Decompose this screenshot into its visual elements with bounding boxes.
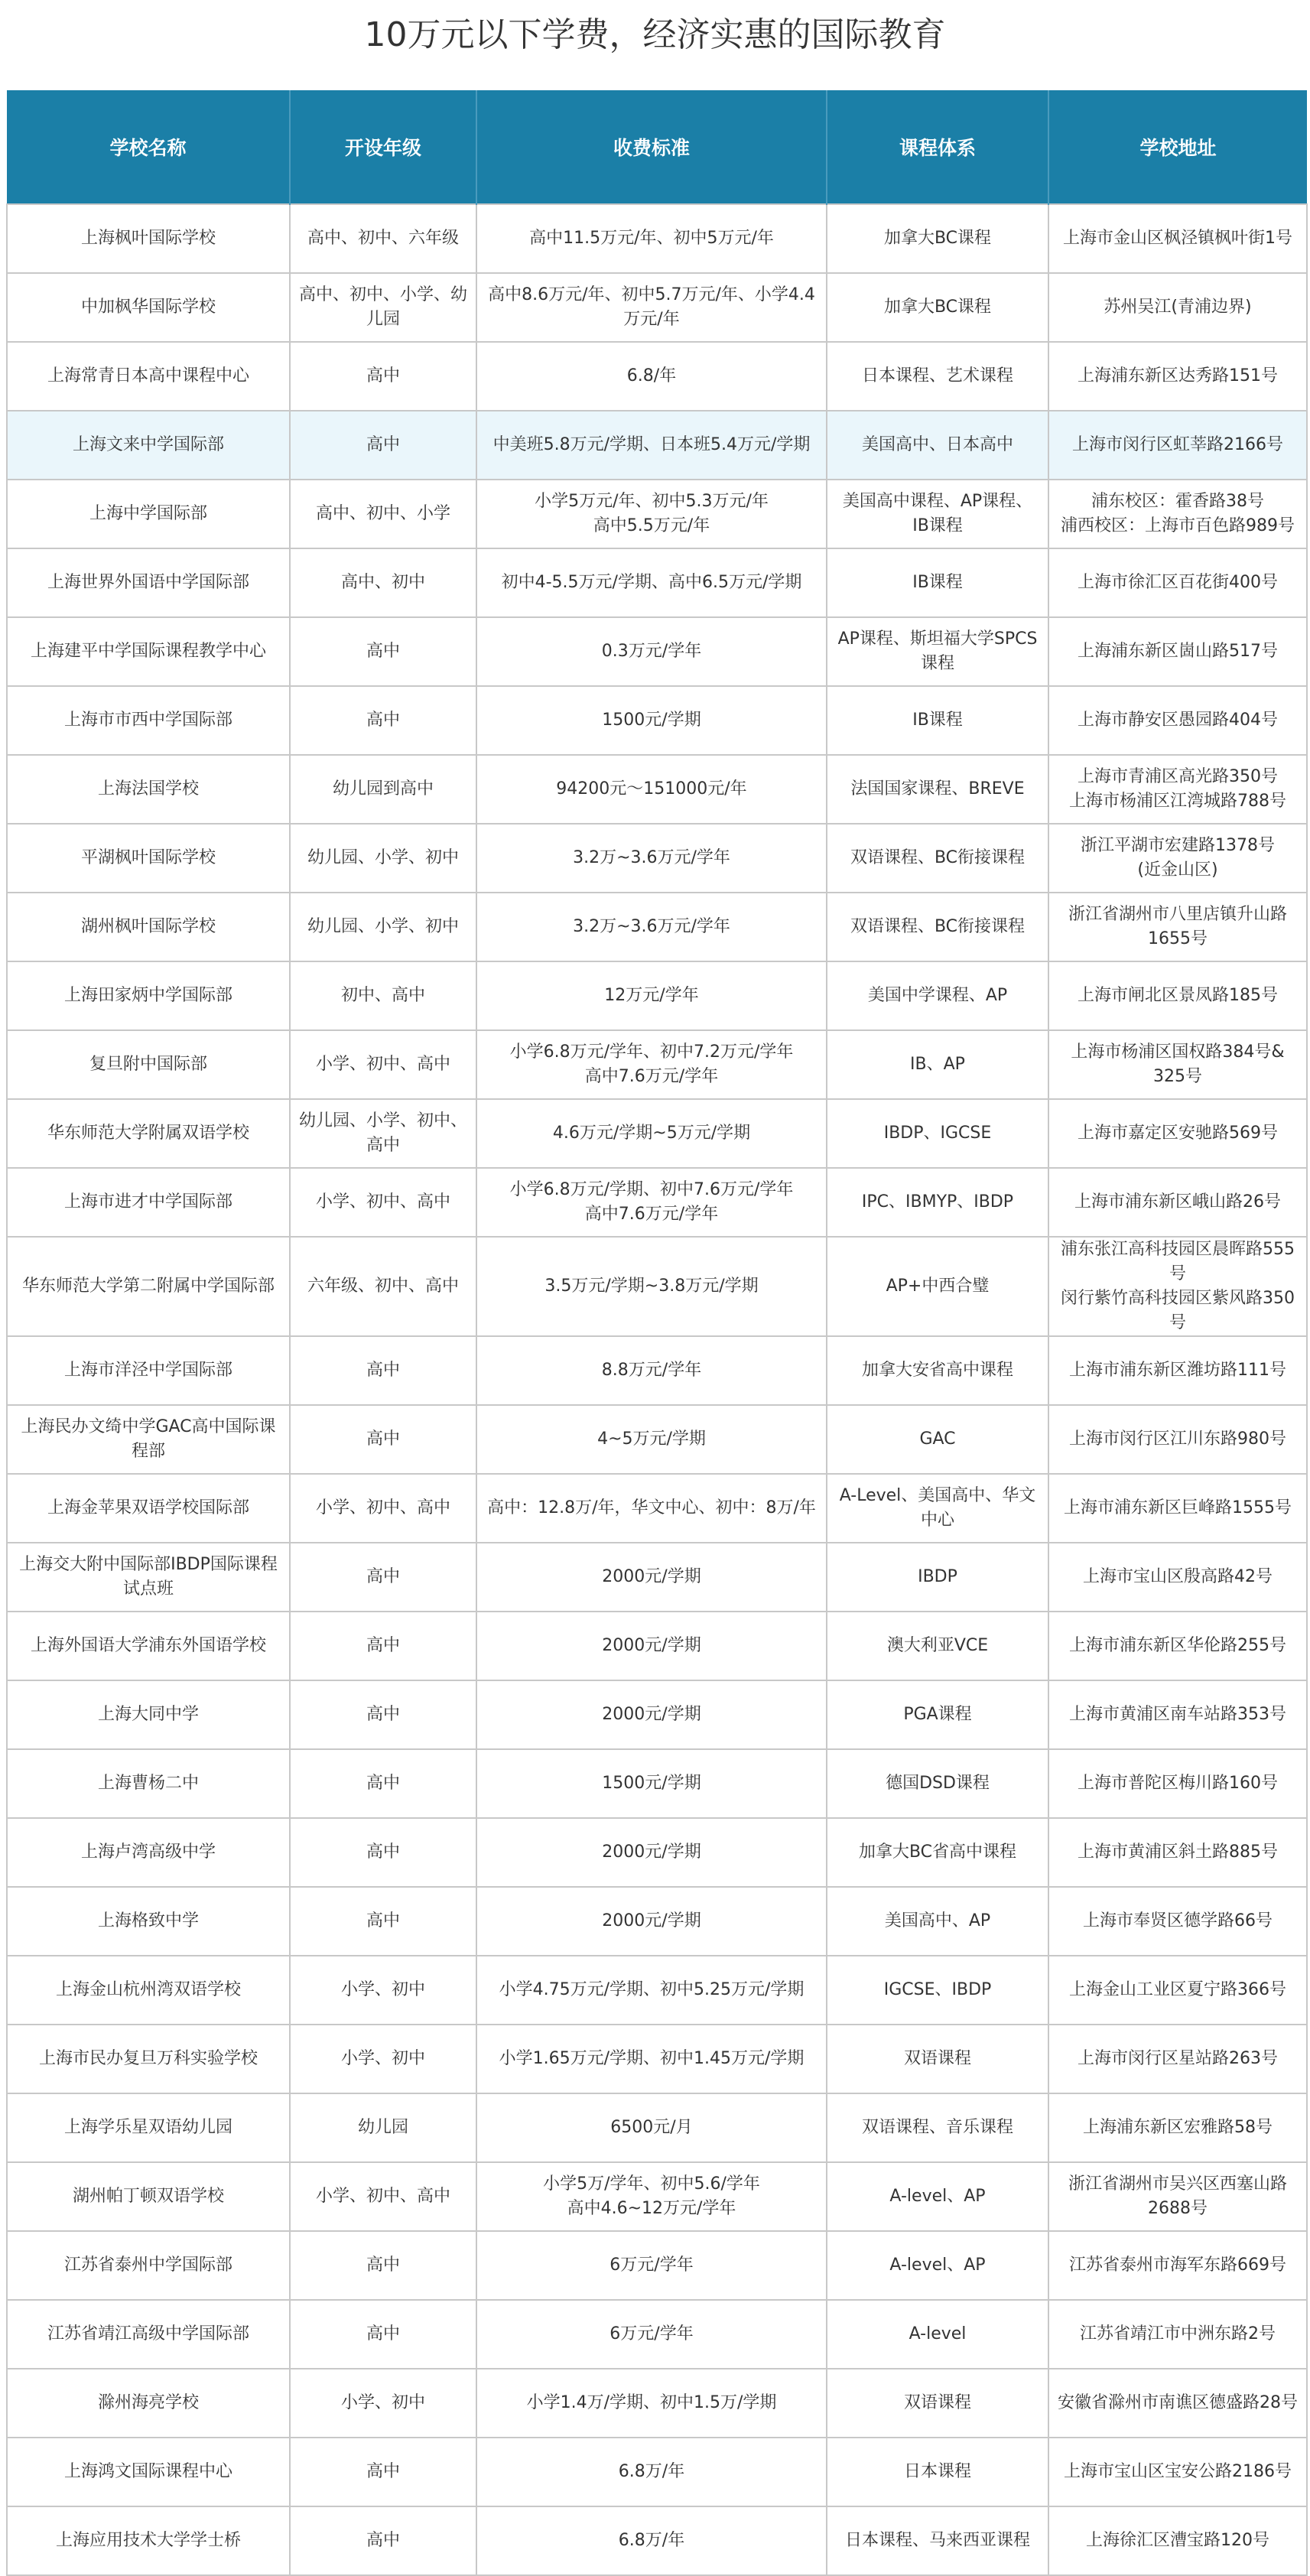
cell-fees: 1500元/学期 xyxy=(476,686,827,755)
cell-address: 上海市静安区愚园路404号 xyxy=(1048,686,1307,755)
cell-fees: 12万元/学年 xyxy=(476,961,827,1030)
table-row xyxy=(7,2438,1307,2506)
cell-curriculum: 美国高中课程、AP课程、IB课程 xyxy=(827,480,1048,548)
cell-address: 上海浦东新区宏雅路58号 xyxy=(1048,2093,1307,2162)
cell-grades: 高中 xyxy=(290,2438,476,2506)
table-row xyxy=(7,204,1307,273)
cell-curriculum: 日本课程、马来西亚课程 xyxy=(827,2506,1048,2575)
cell-school-name: 中加枫华国际学校 xyxy=(7,273,290,342)
cell-curriculum: 双语课程、BC衔接课程 xyxy=(827,893,1048,961)
cell-fees: 2000元/学期 xyxy=(476,1543,827,1612)
cell-curriculum: A-level、AP xyxy=(827,2162,1048,2231)
cell-fees: 94200元～151000元/年 xyxy=(476,755,827,824)
cell-address: 上海市普陀区梅川路160号 xyxy=(1048,1749,1307,1818)
cell-curriculum: 美国高中、日本高中 xyxy=(827,411,1048,480)
cell-fees: 小学6.8万元/学期、初中7.6万元/学年 高中7.6万元/学年 xyxy=(476,1168,827,1237)
table-row xyxy=(7,961,1307,1030)
cell-address: 上海浦东新区崮山路517号 xyxy=(1048,617,1307,686)
cell-curriculum: 加拿大BC课程 xyxy=(827,204,1048,273)
cell-fees: 3.5万元/学期~3.8万元/学期 xyxy=(476,1237,827,1336)
cell-grades: 小学、初中 xyxy=(290,2369,476,2438)
cell-fees: 3.2万~3.6万元/学年 xyxy=(476,824,827,893)
cell-address: 上海市黄浦区南车站路353号 xyxy=(1048,1680,1307,1749)
table-row xyxy=(7,1336,1307,1405)
cell-school-name: 上海建平中学国际课程教学中心 xyxy=(7,617,290,686)
cell-grades: 小学、初中 xyxy=(290,1956,476,2025)
cell-grades: 高中、初中、小学、幼儿园 xyxy=(290,273,476,342)
cell-address: 浦东张江高科技园区晨晖路555号 闵行紫竹高科技园区紫风路350号 xyxy=(1048,1237,1307,1336)
table-body xyxy=(7,204,1307,2575)
cell-curriculum: 日本课程 xyxy=(827,2438,1048,2506)
cell-curriculum: IBDP、IGCSE xyxy=(827,1099,1048,1168)
cell-grades: 小学、初中、高中 xyxy=(290,1168,476,1237)
cell-curriculum: 德国DSD课程 xyxy=(827,1749,1048,1818)
cell-school-name: 上海市民办复旦万科实验学校 xyxy=(7,2025,290,2093)
cell-grades: 高中 xyxy=(290,1405,476,1474)
cell-school-name: 上海民办文绮中学GAC高中国际课程部 xyxy=(7,1405,290,1474)
table-row xyxy=(7,411,1307,480)
cell-address: 上海市青浦区高光路350号 上海市杨浦区江湾城路788号 xyxy=(1048,755,1307,824)
cell-fees: 6万元/学年 xyxy=(476,2231,827,2300)
cell-school-name: 上海曹杨二中 xyxy=(7,1749,290,1818)
header-school-name: 学校名称 xyxy=(7,90,290,204)
cell-address: 上海市徐汇区百花街400号 xyxy=(1048,548,1307,617)
cell-fees: 小学6.8万元/学年、初中7.2万元/学年 高中7.6万元/学年 xyxy=(476,1030,827,1099)
cell-grades: 幼儿园 xyxy=(290,2093,476,2162)
cell-school-name: 华东师范大学第二附属中学国际部 xyxy=(7,1237,290,1336)
cell-fees: 初中4-5.5万元/学期、高中6.5万元/学期 xyxy=(476,548,827,617)
cell-grades: 高中 xyxy=(290,2300,476,2369)
cell-curriculum: A-level xyxy=(827,2300,1048,2369)
cell-grades: 高中、初中 xyxy=(290,548,476,617)
cell-school-name: 上海金苹果双语学校国际部 xyxy=(7,1474,290,1543)
cell-fees: 中美班5.8万元/学期、日本班5.4万元/学期 xyxy=(476,411,827,480)
cell-grades: 高中 xyxy=(290,686,476,755)
cell-curriculum: IB课程 xyxy=(827,686,1048,755)
cell-fees: 小学1.4万/学期、初中1.5万/学期 xyxy=(476,2369,827,2438)
cell-grades: 高中 xyxy=(290,1749,476,1818)
cell-school-name: 上海交大附中国际部IBDP国际课程试点班 xyxy=(7,1543,290,1612)
cell-school-name: 上海世界外国语中学国际部 xyxy=(7,548,290,617)
table-row xyxy=(7,2162,1307,2231)
cell-address: 上海徐汇区漕宝路120号 xyxy=(1048,2506,1307,2575)
cell-fees: 6.8万/年 xyxy=(476,2506,827,2575)
cell-fees: 2000元/学期 xyxy=(476,1680,827,1749)
cell-school-name: 上海市进才中学国际部 xyxy=(7,1168,290,1237)
cell-school-name: 湖州枫叶国际学校 xyxy=(7,893,290,961)
cell-fees: 2000元/学期 xyxy=(476,1612,827,1680)
cell-address: 上海市闸北区景凤路185号 xyxy=(1048,961,1307,1030)
table-row xyxy=(7,824,1307,893)
cell-curriculum: IPC、IBMYP、IBDP xyxy=(827,1168,1048,1237)
table-row xyxy=(7,480,1307,548)
cell-fees: 4.6万元/学期~5万元/学期 xyxy=(476,1099,827,1168)
cell-address: 江苏省泰州市海军东路669号 xyxy=(1048,2231,1307,2300)
cell-address: 上海市宝山区宝安公路2186号 xyxy=(1048,2438,1307,2506)
cell-school-name: 江苏省靖江高级中学国际部 xyxy=(7,2300,290,2369)
cell-curriculum: 法国国家课程、BREVE xyxy=(827,755,1048,824)
cell-school-name: 上海应用技术大学学士桥 xyxy=(7,2506,290,2575)
table-row xyxy=(7,1543,1307,1612)
cell-school-name: 上海卢湾高级中学 xyxy=(7,1818,290,1887)
cell-fees: 高中11.5万元/年、初中5万元/年 xyxy=(476,204,827,273)
table-row xyxy=(7,1405,1307,1474)
cell-address: 上海市浦东新区峨山路26号 xyxy=(1048,1168,1307,1237)
table-row xyxy=(7,1474,1307,1543)
cell-grades: 小学、初中、高中 xyxy=(290,1030,476,1099)
header-address: 学校地址 xyxy=(1048,90,1307,204)
cell-curriculum: IGCSE、IBDP xyxy=(827,1956,1048,2025)
table-row xyxy=(7,1680,1307,1749)
cell-curriculum: A-Level、美国高中、华文中心 xyxy=(827,1474,1048,1543)
cell-grades: 幼儿园、小学、初中、高中 xyxy=(290,1099,476,1168)
cell-fees: 6.8/年 xyxy=(476,342,827,411)
cell-school-name: 江苏省泰州中学国际部 xyxy=(7,2231,290,2300)
cell-address: 浙江省湖州市吴兴区西塞山路2688号 xyxy=(1048,2162,1307,2231)
cell-fees: 0.3万元/学年 xyxy=(476,617,827,686)
cell-fees: 6.8万/年 xyxy=(476,2438,827,2506)
cell-curriculum: 日本课程、艺术课程 xyxy=(827,342,1048,411)
cell-school-name: 上海外国语大学浦东外国语学校 xyxy=(7,1612,290,1680)
cell-school-name: 上海法国学校 xyxy=(7,755,290,824)
cell-curriculum: 双语课程、音乐课程 xyxy=(827,2093,1048,2162)
cell-school-name: 上海格致中学 xyxy=(7,1887,290,1956)
cell-school-name: 上海中学国际部 xyxy=(7,480,290,548)
cell-curriculum: 双语课程、BC衔接课程 xyxy=(827,824,1048,893)
cell-school-name: 上海市市西中学国际部 xyxy=(7,686,290,755)
schools-table-container xyxy=(6,90,1306,2576)
cell-grades: 高中 xyxy=(290,2506,476,2575)
cell-address: 上海金山工业区夏宁路366号 xyxy=(1048,1956,1307,2025)
table-row xyxy=(7,893,1307,961)
cell-fees: 3.2万~3.6万元/学年 xyxy=(476,893,827,961)
table-row xyxy=(7,1612,1307,1680)
table-row xyxy=(7,2025,1307,2093)
table-row xyxy=(7,2369,1307,2438)
table-row xyxy=(7,2300,1307,2369)
cell-address: 上海市浦东新区潍坊路111号 xyxy=(1048,1336,1307,1405)
cell-grades: 初中、高中 xyxy=(290,961,476,1030)
table-row xyxy=(7,1237,1307,1336)
cell-school-name: 上海枫叶国际学校 xyxy=(7,204,290,273)
cell-school-name: 滁州海亮学校 xyxy=(7,2369,290,2438)
table-row xyxy=(7,1887,1307,1956)
cell-address: 江苏省靖江市中洲东路2号 xyxy=(1048,2300,1307,2369)
cell-address: 上海市浦东新区华伦路255号 xyxy=(1048,1612,1307,1680)
cell-address: 上海市闵行区江川东路980号 xyxy=(1048,1405,1307,1474)
cell-fees: 小学5万元/年、初中5.3万元/年 高中5.5万元/年 xyxy=(476,480,827,548)
cell-curriculum: AP+中西合璧 xyxy=(827,1237,1048,1336)
cell-fees: 1500元/学期 xyxy=(476,1749,827,1818)
cell-school-name: 上海常青日本高中课程中心 xyxy=(7,342,290,411)
cell-school-name: 复旦附中国际部 xyxy=(7,1030,290,1099)
cell-grades: 幼儿园、小学、初中 xyxy=(290,824,476,893)
cell-fees: 小学4.75万元/学期、初中5.25万元/学期 xyxy=(476,1956,827,2025)
cell-grades: 幼儿园到高中 xyxy=(290,755,476,824)
cell-fees: 6万元/学年 xyxy=(476,2300,827,2369)
cell-address: 上海市闵行区虹莘路2166号 xyxy=(1048,411,1307,480)
cell-fees: 小学5万/学年、初中5.6/学年 高中4.6~12万元/学年 xyxy=(476,2162,827,2231)
cell-curriculum: AP课程、斯坦福大学SPCS课程 xyxy=(827,617,1048,686)
cell-curriculum: 澳大利亚VCE xyxy=(827,1612,1048,1680)
cell-grades: 高中、初中、六年级 xyxy=(290,204,476,273)
cell-grades: 高中 xyxy=(290,1543,476,1612)
cell-grades: 高中 xyxy=(290,411,476,480)
cell-curriculum: IB课程 xyxy=(827,548,1048,617)
cell-address: 安徽省滁州市南谯区德盛路28号 xyxy=(1048,2369,1307,2438)
cell-address: 上海市浦东新区巨峰路1555号 xyxy=(1048,1474,1307,1543)
cell-grades: 高中 xyxy=(290,1680,476,1749)
header-curriculum: 课程体系 xyxy=(827,90,1048,204)
cell-fees: 4~5万元/学期 xyxy=(476,1405,827,1474)
schools-table xyxy=(6,90,1308,2576)
table-row xyxy=(7,686,1307,755)
cell-address: 上海市闵行区星站路263号 xyxy=(1048,2025,1307,2093)
page-title: 10万元以下学费，经济实惠的国际教育 xyxy=(364,15,946,54)
cell-address: 浙江省湖州市八里店镇升山路1655号 xyxy=(1048,893,1307,961)
cell-fees: 8.8万元/学年 xyxy=(476,1336,827,1405)
cell-curriculum: GAC xyxy=(827,1405,1048,1474)
cell-fees: 小学1.65万元/学期、初中1.45万元/学期 xyxy=(476,2025,827,2093)
cell-school-name: 上海鸿文国际课程中心 xyxy=(7,2438,290,2506)
cell-grades: 高中 xyxy=(290,1336,476,1405)
cell-school-name: 上海大同中学 xyxy=(7,1680,290,1749)
table-row xyxy=(7,1956,1307,2025)
table-row xyxy=(7,1168,1307,1237)
table-row xyxy=(7,1099,1307,1168)
table-header-row xyxy=(7,90,1307,204)
cell-address: 上海市嘉定区安驰路569号 xyxy=(1048,1099,1307,1168)
cell-grades: 高中 xyxy=(290,2231,476,2300)
cell-grades: 小学、初中 xyxy=(290,2025,476,2093)
cell-curriculum: 加拿大BC课程 xyxy=(827,273,1048,342)
cell-grades: 小学、初中、高中 xyxy=(290,1474,476,1543)
cell-school-name: 上海金山杭州湾双语学校 xyxy=(7,1956,290,2025)
cell-grades: 幼儿园、小学、初中 xyxy=(290,893,476,961)
cell-school-name: 湖州帕丁顿双语学校 xyxy=(7,2162,290,2231)
table-row xyxy=(7,617,1307,686)
header-grades: 开设年级 xyxy=(290,90,476,204)
table-row xyxy=(7,273,1307,342)
cell-curriculum: 美国高中、AP xyxy=(827,1887,1048,1956)
cell-address: 上海市奉贤区德学路66号 xyxy=(1048,1887,1307,1956)
cell-grades: 高中 xyxy=(290,342,476,411)
table-row xyxy=(7,755,1307,824)
cell-curriculum: 加拿大安省高中课程 xyxy=(827,1336,1048,1405)
cell-curriculum: PGA课程 xyxy=(827,1680,1048,1749)
cell-curriculum: A-level、AP xyxy=(827,2231,1048,2300)
cell-address: 上海市宝山区殷高路42号 xyxy=(1048,1543,1307,1612)
cell-grades: 高中 xyxy=(290,617,476,686)
cell-curriculum: 美国中学课程、AP xyxy=(827,961,1048,1030)
cell-grades: 六年级、初中、高中 xyxy=(290,1237,476,1336)
cell-address: 上海市黄浦区斜土路885号 xyxy=(1048,1818,1307,1887)
cell-grades: 高中 xyxy=(290,1818,476,1887)
cell-school-name: 上海学乐星双语幼儿园 xyxy=(7,2093,290,2162)
table-row xyxy=(7,548,1307,617)
cell-address: 上海市金山区枫泾镇枫叶街1号 xyxy=(1048,204,1307,273)
cell-fees: 2000元/学期 xyxy=(476,1818,827,1887)
table-row xyxy=(7,1030,1307,1099)
cell-grades: 高中 xyxy=(290,1887,476,1956)
cell-grades: 高中 xyxy=(290,1612,476,1680)
table-row xyxy=(7,2093,1307,2162)
cell-school-name: 上海市洋泾中学国际部 xyxy=(7,1336,290,1405)
cell-curriculum: IBDP xyxy=(827,1543,1048,1612)
cell-school-name: 平湖枫叶国际学校 xyxy=(7,824,290,893)
cell-address: 上海浦东新区达秀路151号 xyxy=(1048,342,1307,411)
cell-grades: 小学、初中、高中 xyxy=(290,2162,476,2231)
cell-fees: 高中：12.8万/年，华文中心、初中：8万/年 xyxy=(476,1474,827,1543)
cell-school-name: 上海文来中学国际部 xyxy=(7,411,290,480)
cell-curriculum: 双语课程 xyxy=(827,2369,1048,2438)
cell-curriculum: 双语课程 xyxy=(827,2025,1048,2093)
cell-curriculum: IB、AP xyxy=(827,1030,1048,1099)
cell-address: 浦东校区：霍香路38号 浦西校区：上海市百色路989号 xyxy=(1048,480,1307,548)
table-row xyxy=(7,2231,1307,2300)
table-row xyxy=(7,1818,1307,1887)
cell-school-name: 上海田家炳中学国际部 xyxy=(7,961,290,1030)
cell-fees: 2000元/学期 xyxy=(476,1887,827,1956)
header-fees: 收费标准 xyxy=(476,90,827,204)
cell-address: 上海市杨浦区国权路384号& 325号 xyxy=(1048,1030,1307,1099)
cell-fees: 6500元/月 xyxy=(476,2093,827,2162)
cell-curriculum: 加拿大BC省高中课程 xyxy=(827,1818,1048,1887)
cell-fees: 高中8.6万元/年、初中5.7万元/年、小学4.4万元/年 xyxy=(476,273,827,342)
table-row xyxy=(7,1749,1307,1818)
cell-school-name: 华东师范大学附属双语学校 xyxy=(7,1099,290,1168)
table-row xyxy=(7,342,1307,411)
cell-address: 浙江平湖市宏建路1378号 (近金山区) xyxy=(1048,824,1307,893)
cell-address: 苏州吴江(青浦边界) xyxy=(1048,273,1307,342)
cell-grades: 高中、初中、小学 xyxy=(290,480,476,548)
table-row xyxy=(7,2506,1307,2575)
